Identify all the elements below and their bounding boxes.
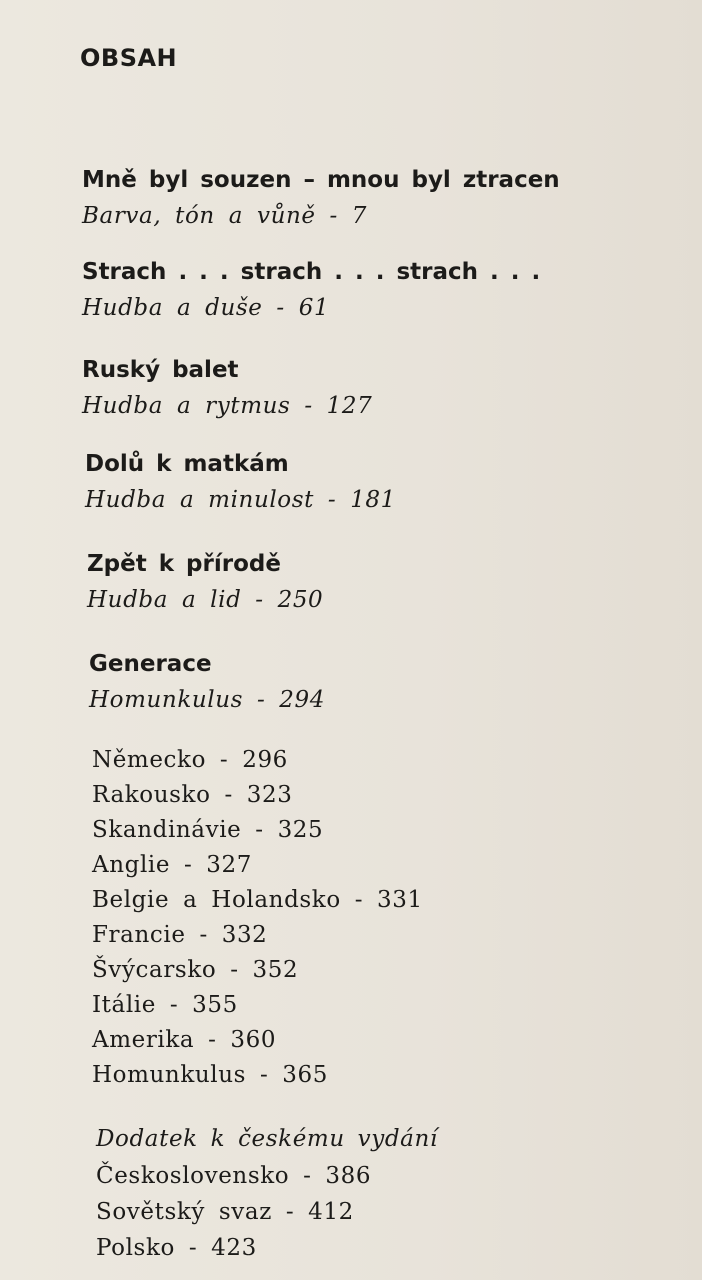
toc-section — [82, 254, 540, 326]
section-title: Generace — [89, 651, 212, 677]
country-entry: Homunkulus - 365 — [92, 1062, 328, 1088]
toc-section — [82, 162, 560, 234]
section-title: Ruský balet — [82, 357, 239, 383]
section-subtitle-entry: Barva, tón a vůně - 7 — [82, 203, 368, 229]
country-list — [92, 743, 423, 1093]
contents-heading: OBSAH — [80, 44, 178, 72]
section-title: Dolů k matkám — [85, 451, 289, 477]
appendix-section — [96, 1120, 438, 1266]
country-entry: Belgie a Holandsko - 331 — [92, 887, 423, 913]
appendix-entry: Sovětský svaz - 412 — [96, 1199, 354, 1225]
section-subtitle-entry: Hudba a rytmus - 127 — [82, 393, 373, 419]
toc-section — [89, 646, 325, 718]
appendix-title: Dodatek k českému vydání — [96, 1126, 438, 1152]
section-subtitle-entry: Hudba a minulost - 181 — [85, 487, 396, 513]
country-entry: Francie - 332 — [92, 922, 268, 948]
toc-section — [87, 546, 323, 618]
country-entry: Itálie - 355 — [92, 992, 238, 1018]
country-entry: Amerika - 360 — [92, 1027, 277, 1053]
country-entry: Švýcarsko - 352 — [92, 957, 299, 983]
country-entry: Anglie - 327 — [92, 852, 252, 878]
appendix-entry: Polsko - 423 — [96, 1235, 257, 1261]
section-subtitle-entry: Hudba a lid - 250 — [87, 587, 324, 613]
section-title: Strach . . . strach . . . strach . . . — [82, 259, 541, 285]
country-entry: Německo - 296 — [92, 747, 288, 773]
appendix-entry: Československo - 386 — [96, 1163, 372, 1189]
section-title: Zpět k přírodě — [87, 551, 281, 577]
country-entry: Skandinávie - 325 — [92, 817, 324, 843]
toc-section — [82, 352, 372, 424]
section-subtitle-entry: Homunkulus - 294 — [89, 687, 325, 713]
section-title: Mně byl souzen – mnou byl ztracen — [82, 167, 560, 193]
country-entry: Rakousko - 323 — [92, 782, 293, 808]
section-subtitle-entry: Hudba a duše - 61 — [82, 295, 330, 321]
toc-section — [85, 446, 396, 518]
